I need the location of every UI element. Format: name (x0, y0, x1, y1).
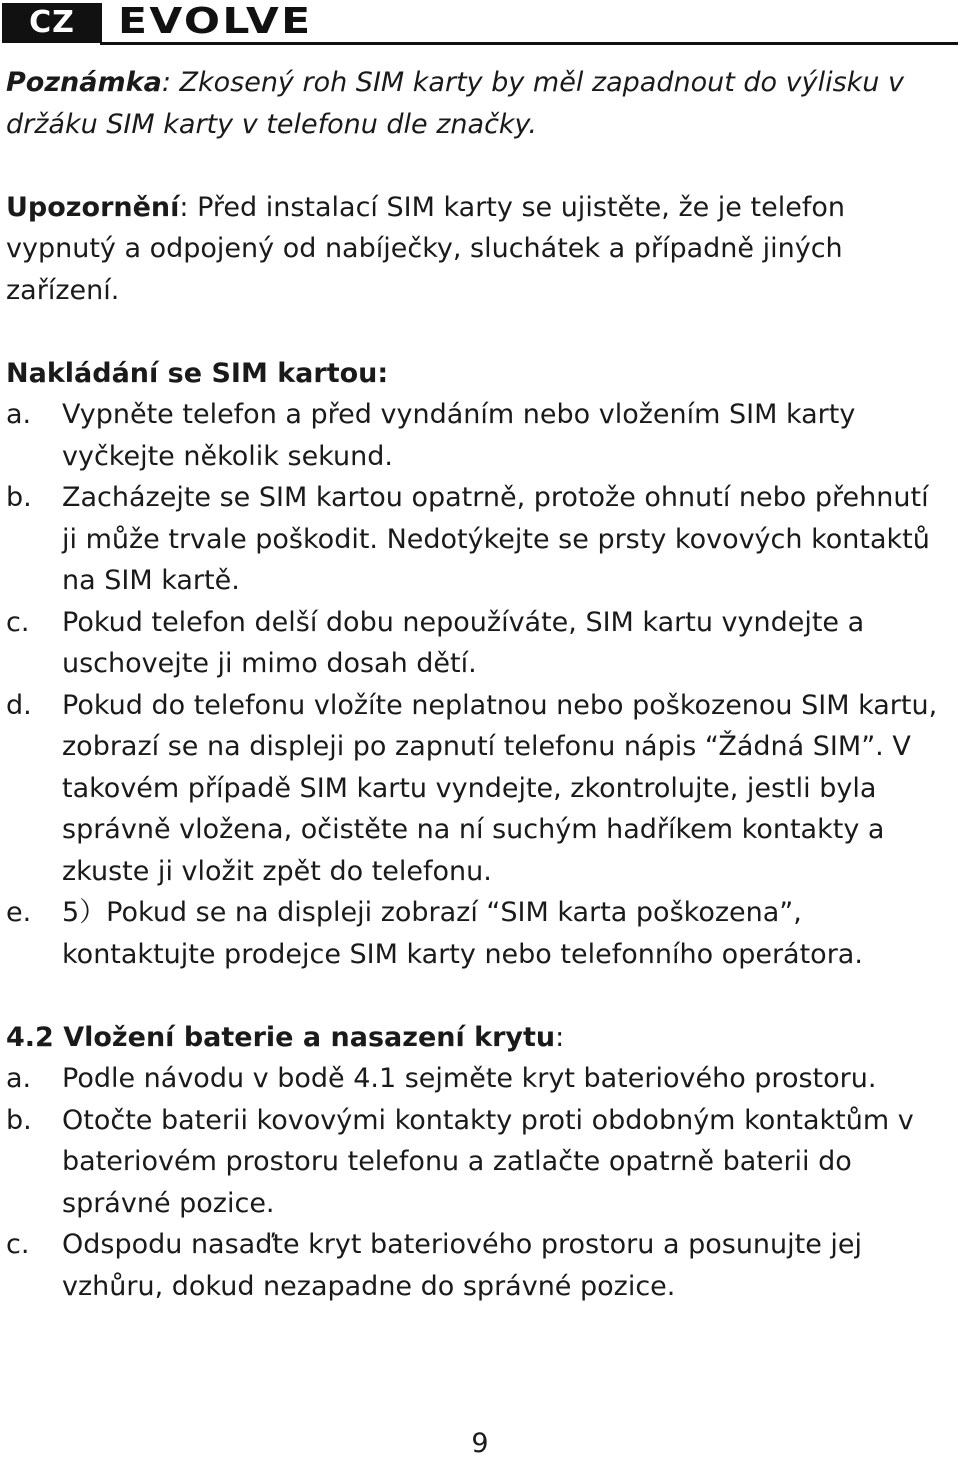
list-item (6, 1224, 946, 1307)
battery-section-heading (6, 1017, 946, 1059)
list-item (6, 602, 946, 685)
list-item (6, 892, 946, 975)
list-item-marker: a. (6, 1063, 32, 1094)
list-item-marker: d. (6, 689, 32, 721)
list-item-marker: b. (6, 1104, 32, 1136)
list-item-marker: b. (6, 482, 32, 513)
list-item (6, 394, 946, 477)
list-item-text: Otočte baterii kovovými kontakty proti obdobným kontaktům v bateriovém prostoru telefonu a zatlačte opatrně baterii do správné pozice. (62, 1104, 914, 1219)
list-item-text: Podle návodu v bodě 4.1 sejměte kryt bateriového prostoru. (62, 1063, 877, 1094)
warning-paragraph (6, 187, 946, 312)
page-number: 9 (471, 1428, 489, 1459)
list-item (6, 1058, 946, 1100)
list-item-marker: c. (6, 1229, 30, 1260)
list-item-text: Vypněte telefon a před vyndáním nebo vložením SIM karty vyčkejte několik sekund. (62, 399, 856, 472)
sim-section-heading: Nakládání se SIM kartou: (6, 357, 389, 389)
list-item-text: 5）Pokud se na displeji zobrazí “SIM karta poškozena”, kontaktujte prodejce SIM karty nebo telefonního operátora. (62, 897, 863, 970)
header-divider (100, 42, 958, 45)
list-item-marker: e. (6, 897, 32, 928)
note-paragraph (6, 62, 946, 145)
page-content (6, 62, 946, 1307)
battery-heading-label: 4.2 Vložení baterie a nasazení krytu (6, 1021, 556, 1053)
list-item-text: Pokud telefon delší dobu nepoužíváte, SIM kartu vyndejte a uschovejte ji mimo dosah dětí. (62, 606, 865, 679)
list-item-marker: c. (6, 606, 30, 638)
language-badge: CZ (2, 3, 102, 43)
list-item (6, 685, 946, 893)
section-spacer (6, 975, 946, 1017)
warning-text: : Před instalací SIM karty se ujistěte, že je telefon vypnutý a odpojený od nabíječky, sluchátek a případně jiných zařízení. (6, 191, 845, 306)
list-item-text: Zacházejte se SIM kartou opatrně, protože ohnutí nebo přehnutí ji může trvale poškodit. Nedotýkejte se prsty kovových kontaktů na SIM kartě. (62, 482, 930, 596)
list-item (6, 1100, 946, 1225)
note-text: : Zkosený roh SIM karty by měl zapadnout do výlisku v držáku SIM karty v telefonu dle značky. (6, 67, 904, 140)
list-item-text: Odspodu nasaďte kryt bateriového prostoru a posunujte jej vzhůru, dokud nezapadne do správné pozice. (62, 1229, 863, 1302)
list-item-marker: a. (6, 399, 32, 430)
brand-logo: EVOLVE (118, 1, 313, 42)
battery-heading-colon: : (555, 1021, 565, 1053)
page-header (0, 0, 960, 48)
note-label: Poznámka (6, 67, 162, 98)
list-item (6, 477, 946, 602)
list-item-text: Pokud do telefonu vložíte neplatnou nebo poškozenou SIM kartu, zobrazí se na displeji po zapnutí telefonu nápis “Žádná SIM”. V takovém případě SIM kartu vyndejte, zkontrolujte, jestli byla správně vložena, očistěte na ní suchým hadříkem kontakty a zkuste ji vložit zpět do telefonu. (62, 689, 938, 887)
warning-label: Upozornění (6, 191, 180, 223)
